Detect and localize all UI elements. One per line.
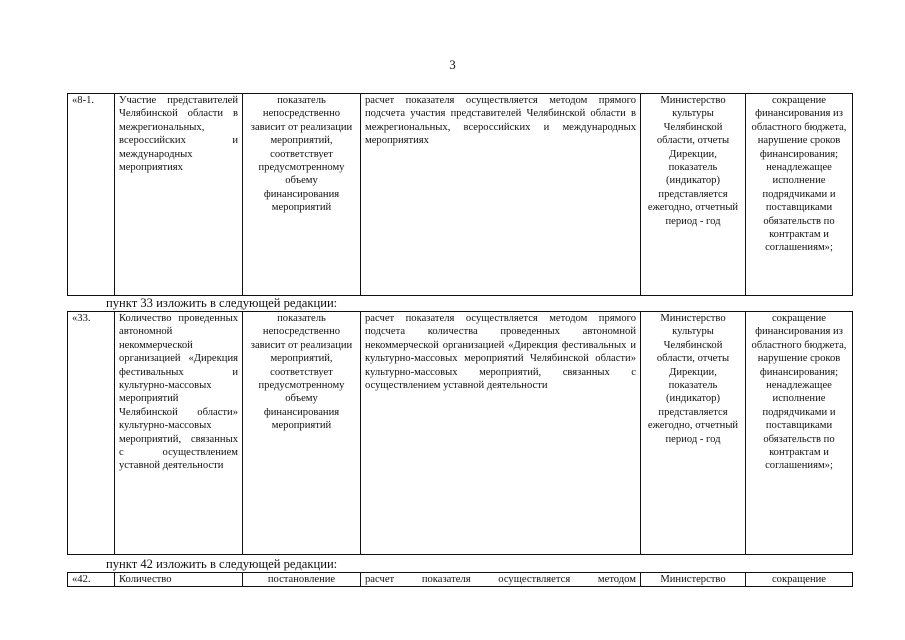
calculation-method: расчет показателя осуществляется методом прямого подсчета участия представителей Челябинской области в межрегиональных, всероссийских и международных мероприятиях [361,94,641,296]
table-block-42 [67,572,852,587]
data-source: Министерство культуры Челябинской области, отчеты Дирекции, показатель (индикатор) представляется ежегодно, отчетный период - год [641,94,746,296]
indicator-relation: показатель непосредственно зависит от реализации мероприятий, соответствует предусмотренному объему финансирования мероприятий [243,312,361,555]
risk-factors: сокращение [746,573,853,587]
calculation-method: расчет показателя осуществляется методом прямого подсчета количества проведенных автономной некоммерческой организацией «Дирекция фестивальных и культурно-массовых мероприятий Челябинской области» культурно-массовых мероприятий, связанных с осуществлением уставной деятельности [361,312,641,555]
indicator-table [67,572,853,587]
indicator-table [67,93,853,296]
indicator-name: Количество [115,573,243,587]
calculation-method: расчет показателя осуществляется методом [361,573,641,587]
table-row [68,573,853,587]
table-block-8-1 [67,93,852,296]
row-number: «33. [68,312,115,555]
indicator-relation: показатель непосредственно зависит от реализации мероприятий, соответствует предусмотренному объему финансирования мероприятий [243,94,361,296]
data-source: Министерство [641,573,746,587]
table-block-33 [67,311,852,555]
row-number: «42. [68,573,115,587]
indicator-name: Участие представителей Челябинской области в межрегиональных, всероссийских и международных мероприятиях [115,94,243,296]
risk-factors: сокращение финансирования из областного бюджета, нарушение сроков финансирования; ненадлежащее исполнение подрядчиками и поставщиками обязательств по контрактам и соглашениям»; [746,94,853,296]
risk-factors: сокращение финансирования из областного бюджета, нарушение сроков финансирования; ненадлежащее исполнение подрядчиками и поставщиками обязательств по контрактам и соглашениям»; [746,312,853,555]
data-source: Министерство культуры Челябинской области, отчеты Дирекции, показатель (индикатор) представляется ежегодно, отчетный период - год [641,312,746,555]
indicator-table [67,311,853,555]
amendment-text: пункт 42 изложить в следующей редакции: [106,557,338,571]
indicator-relation: постановление [243,573,361,587]
table-row [68,94,853,296]
table-row [68,312,853,555]
indicator-name: Количество проведенных автономной некоммерческой организацией «Дирекция фестивальных и культурно-массовых мероприятий Челябинской области» культурно-массовых мероприятий, связанных с осуществлением уставной деятельности [115,312,243,555]
page-number: 3 [449,57,456,72]
row-number: «8-1. [68,94,115,296]
amendment-text: пункт 33 изложить в следующей редакции: [106,296,338,310]
